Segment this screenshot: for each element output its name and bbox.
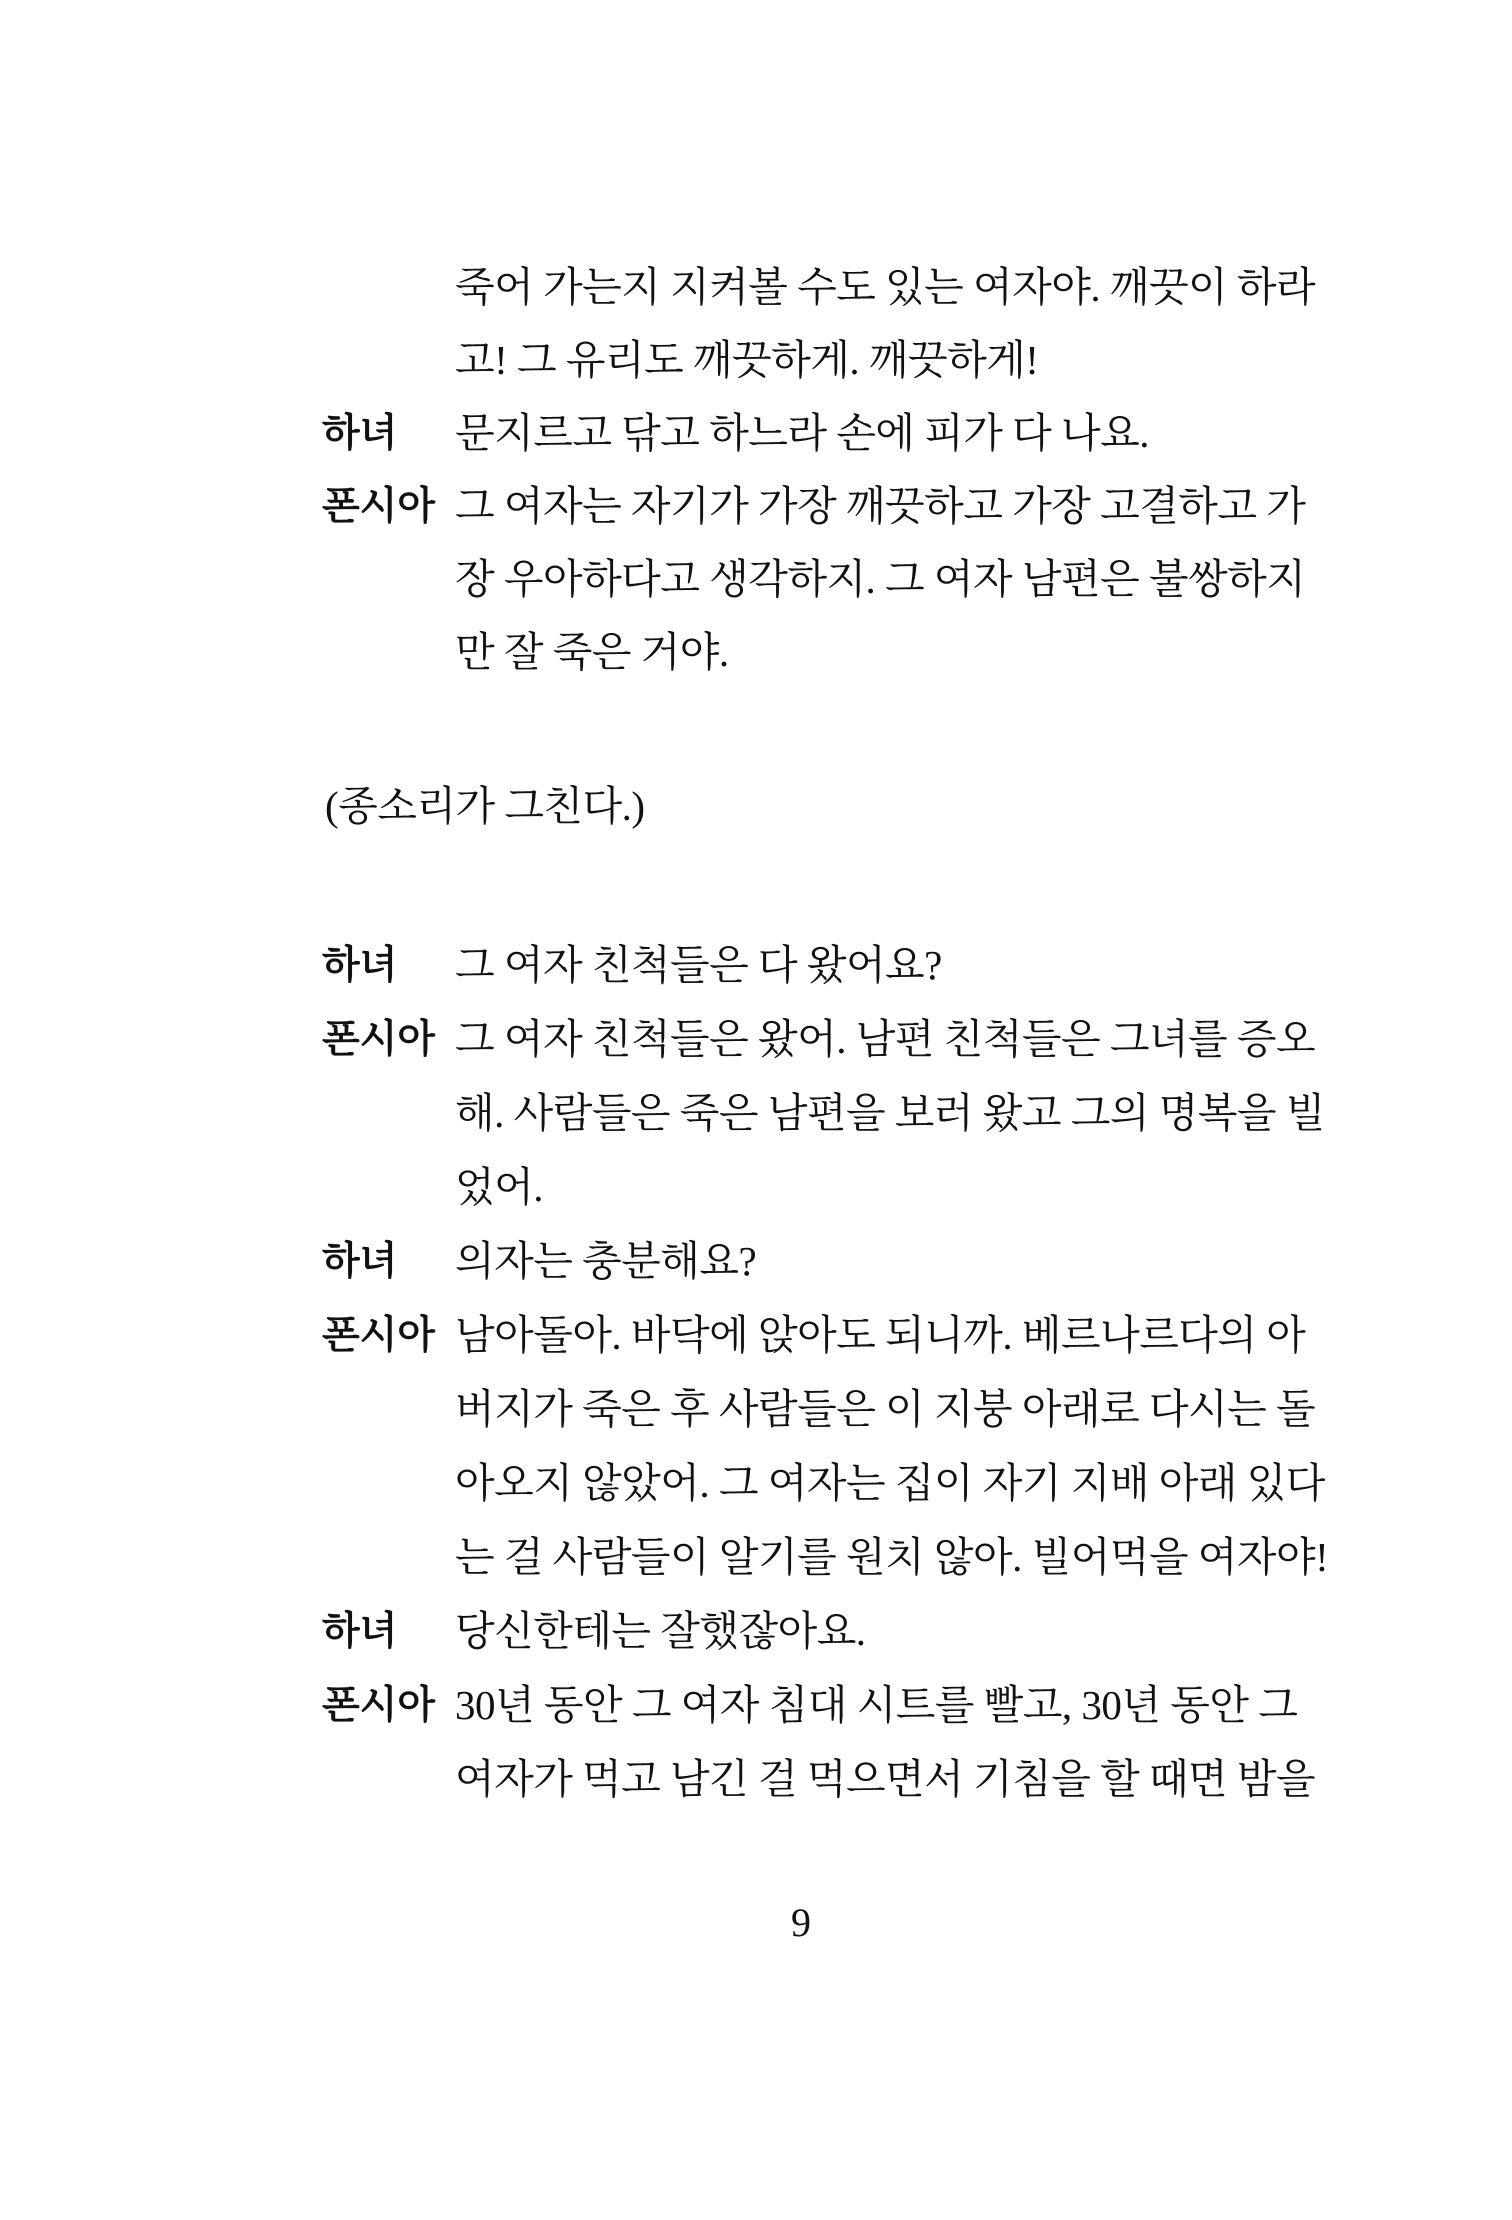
dialogue-line: 장 우아하다고 생각하지. 그 여자 남편은 불쌍하지 xyxy=(455,556,1306,602)
dialogue-line: 죽어 가는지 지켜볼 수도 있는 여자야. 깨끗이 하라 xyxy=(455,264,1316,310)
script-line xyxy=(0,1298,1512,1373)
script-line xyxy=(0,1668,1512,1743)
dialogue-line: 30년 동안 그 여자 침대 시트를 빨고, 30년 동안 그 xyxy=(455,1682,1298,1728)
script-line xyxy=(0,928,1512,1003)
dialogue-line: 그 여자 친척들은 왔어. 남편 친척들은 그녀를 증오 xyxy=(455,1016,1316,1062)
stage-direction-text: (종소리가 그친다.) xyxy=(325,783,645,829)
speaker-label-poncia: 폰시아 xyxy=(322,1314,436,1357)
dialogue-line: 남아돌아. 바닥에 앉아도 되니까. 베르나르다의 아 xyxy=(455,1312,1306,1358)
speaker-label-maid: 하녀 xyxy=(322,1610,398,1653)
script-line xyxy=(0,250,1512,325)
script-line xyxy=(0,1150,1512,1225)
dialogue-line: 만 잘 죽은 거야. xyxy=(455,629,729,675)
script-line xyxy=(0,1594,1512,1669)
dialogue-line: 그 여자 친척들은 다 왔어요? xyxy=(455,942,942,988)
speaker-label-maid: 하녀 xyxy=(322,412,398,455)
script-line xyxy=(0,1002,1512,1077)
dialogue-line: 문지르고 닦고 하느라 손에 피가 다 나요. xyxy=(455,410,1149,456)
script-line xyxy=(0,1372,1512,1447)
speaker-label-poncia: 폰시아 xyxy=(322,1018,436,1061)
speaker-label-poncia: 폰시아 xyxy=(322,485,436,528)
script-line xyxy=(0,469,1512,544)
dialogue-line: 당신한테는 잘했잖아요. xyxy=(455,1608,866,1654)
script-line xyxy=(0,1224,1512,1299)
speaker-label-maid: 하녀 xyxy=(322,944,398,987)
dialogue-line: 는 걸 사람들이 알기를 원치 않아. 빌어먹을 여자야! xyxy=(455,1534,1329,1580)
script-line xyxy=(0,1520,1512,1595)
page-number: 9 xyxy=(791,1900,811,1945)
script-line xyxy=(0,542,1512,617)
dialogue-line: 의자는 충분해요? xyxy=(455,1238,757,1284)
script-line xyxy=(0,1446,1512,1521)
script-line xyxy=(0,1742,1512,1817)
script-line xyxy=(0,396,1512,471)
dialogue-line: 해. 사람들은 죽은 남편을 보러 왔고 그의 명복을 빌 xyxy=(455,1090,1325,1136)
dialogue-line: 고! 그 유리도 깨끗하게. 깨끗하게! xyxy=(455,337,1039,383)
speaker-label-poncia: 폰시아 xyxy=(322,1684,436,1727)
script-line xyxy=(0,615,1512,690)
dialogue-line: 그 여자는 자기가 가장 깨끗하고 가장 고결하고 가 xyxy=(455,483,1306,529)
script-line xyxy=(0,323,1512,398)
dialogue-line: 었어. xyxy=(455,1164,543,1210)
stage-direction xyxy=(0,769,1512,844)
script-line xyxy=(0,1076,1512,1151)
dialogue-line: 버지가 죽은 후 사람들은 이 지붕 아래로 다시는 돌 xyxy=(455,1386,1316,1432)
dialogue-line: 아오지 않았어. 그 여자는 집이 자기 지배 아래 있다 xyxy=(455,1460,1325,1506)
speaker-label-maid: 하녀 xyxy=(322,1240,398,1283)
dialogue-line: 여자가 먹고 남긴 걸 먹으면서 기침을 할 때면 밤을 xyxy=(455,1756,1316,1802)
